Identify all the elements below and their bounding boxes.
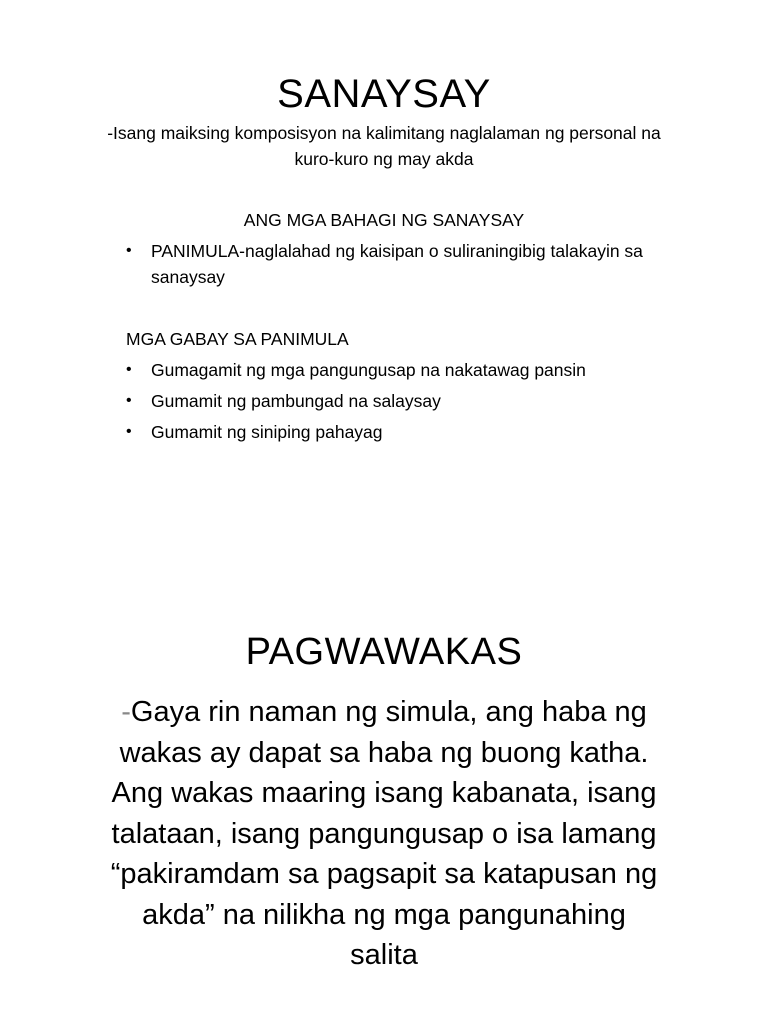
lead-dash: - (121, 696, 131, 728)
bullet-icon: • (126, 423, 132, 440)
list-item-text: PANIMULA-naglalahad ng kaisipan o suliraningibig talakayin sa sanaysay (151, 241, 643, 287)
list-item-text: Gumamit ng siniping pahayag (151, 422, 383, 442)
slide-title: PAGWAWAKAS (245, 631, 523, 673)
list-item (126, 388, 646, 414)
list-item-text: Gumamit ng pambungad na salaysay (151, 391, 441, 411)
slide-subtitle: -Isang maiksing komposisyon na kalimitang naglalaman ng personal na kuro-kuro ng may akda (107, 123, 661, 169)
bullet-icon: • (126, 361, 132, 378)
bullet-icon: • (126, 392, 132, 409)
list-item (126, 419, 646, 445)
guide-heading: MGA GABAY SA PANIMULA (126, 329, 349, 349)
parts-list (126, 238, 646, 290)
body-text: Gaya rin naman ng simula, ang haba ng wakas ay dapat sa haba ng buong katha. Ang wakas maaring isang kabanata, isang talataan, isang pangungusap o isa lamang “pakiramdam sa pagsapit sa katapusan ng akda” na nilikha ng mga pangunahing salita (110, 696, 658, 971)
guides-list (126, 357, 646, 450)
list-item (126, 357, 646, 383)
bullet-icon: • (126, 242, 132, 259)
list-item-text: Gumagamit ng mga pangungusap na nakatawag pansin (151, 360, 586, 380)
list-item (126, 238, 646, 290)
slide-pagwawakas (0, 512, 768, 1024)
section-heading: ANG MGA BAHAGI NG SANAYSAY (243, 210, 525, 230)
slide-title: SANAYSAY (277, 72, 491, 116)
slide-body (110, 692, 658, 976)
